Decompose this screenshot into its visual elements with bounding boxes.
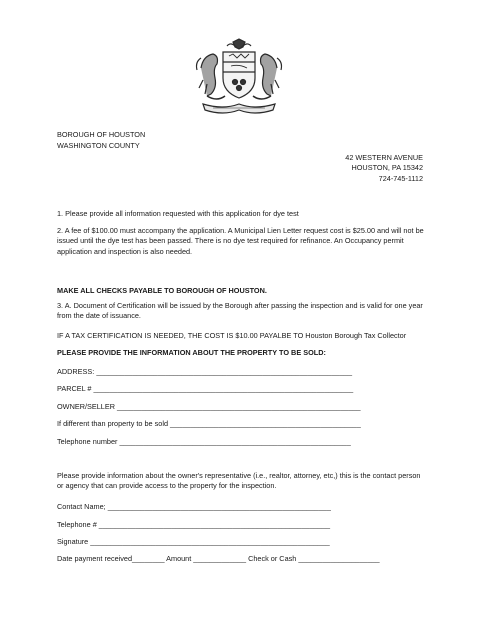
payment-field[interactable]: Date payment received________ Amount _____________ Check or Cash ____________________	[57, 554, 380, 563]
property-heading: PLEASE PROVIDE THE INFORMATION ABOUT THE PROPERTY TO BE SOLD:	[57, 348, 326, 357]
address-field[interactable]: ADDRESS: _______________________________________________________________	[57, 367, 352, 376]
checks-payable-notice: MAKE ALL CHECKS PAYABLE TO BOROUGH OF HOUSTON.	[57, 286, 267, 295]
owner-seller-field[interactable]: OWNER/SELLER ____________________________________________________________	[57, 402, 361, 411]
address-line-2: HOUSTON, PA 15342	[351, 163, 423, 172]
representative-intro: Please provide information about the owner's representative (i.e., realtor, attorney, etc,) this is the contact person or agency that can provide access to the property for the inspection.	[57, 471, 421, 491]
instruction-3: 3. A. Document of Certification will be issued by the Borough after passing the inspection and is valid for one year from the date of issuance.	[57, 301, 423, 321]
instruction-1: 1. Please provide all information requested with this application for dye test	[57, 209, 299, 218]
telephone-field[interactable]: Telephone number _________________________________________________________	[57, 437, 351, 446]
different-property-field[interactable]: If different than property to be sold _______________________________________________	[57, 419, 361, 428]
tax-certification-notice: IF A TAX CERTIFICATION IS NEEDED, THE COST IS $10.00 PAYALBE TO Houston Borough Tax Collector	[57, 331, 407, 340]
address-line-1: 42 WESTERN AVENUE	[345, 153, 423, 162]
parcel-field[interactable]: PARCEL # ________________________________________________________________	[57, 384, 354, 393]
signature-field[interactable]: Signature ___________________________________________________________	[57, 537, 330, 546]
contact-name-field[interactable]: Contact Name; _______________________________________________________	[57, 502, 331, 511]
pennsylvania-seal-icon	[193, 38, 285, 118]
phone-number: 724-745-1112	[378, 174, 423, 183]
county-name: WASHINGTON COUNTY	[57, 141, 140, 150]
instruction-2: 2. A fee of $100.00 must accompany the application. A Municipal Lien Letter request cost is $25.00 and will not be issued until the dye test has been passed. There is no dye test required for refinance. An Occupancy permit application and inspection is also needed.	[57, 226, 424, 256]
representative-telephone-field[interactable]: Telephone # _________________________________________________________	[57, 520, 331, 529]
municipality-name: BOROUGH OF HOUSTON	[57, 130, 146, 139]
